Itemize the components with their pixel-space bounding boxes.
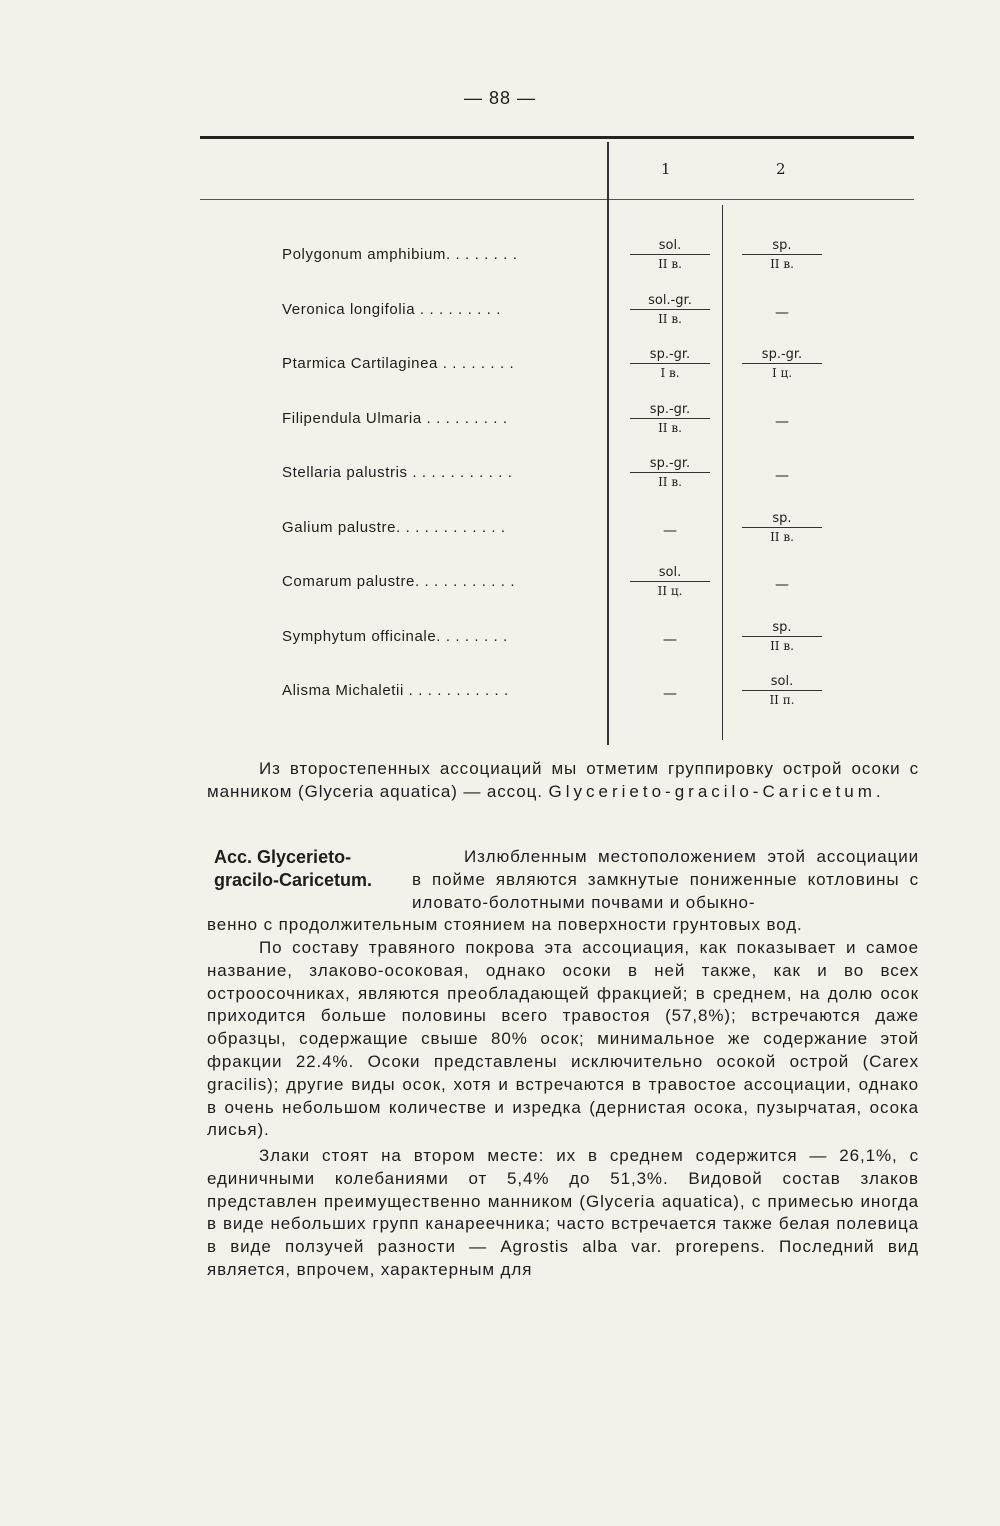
table-cell-col2: [742, 620, 822, 653]
vigor-value: I в.: [660, 366, 680, 380]
table-cell-col2: [742, 347, 822, 380]
abundance-value: sol.: [630, 238, 710, 255]
table-cell-col1: [630, 347, 710, 380]
vigor-value: II в.: [658, 420, 682, 435]
species-name: Alisma Michaletii . . . . . . . . . . .: [282, 682, 509, 699]
table-cell-col2: [742, 674, 822, 707]
table-top-rule: [200, 136, 914, 139]
table-column-divider: [607, 142, 609, 745]
column-header-2: 2: [776, 160, 786, 178]
species-name: Symphytum officinale. . . . . . . .: [282, 627, 508, 645]
vigor-value: II в.: [658, 475, 682, 489]
species-name: Veronica longifolia . . . . . . . . .: [282, 300, 501, 318]
table-cell-col2: —: [775, 577, 789, 593]
table-cell-col2: —: [775, 304, 789, 321]
abundance-value: sp.-gr.: [630, 347, 710, 364]
table-cell-col1: —: [663, 631, 677, 648]
table-cell-col2: —: [775, 468, 789, 484]
table-cell-col2: —: [775, 413, 789, 430]
abundance-value: sp.-gr.: [630, 402, 710, 419]
species-name: Filipendula Ulmaria . . . . . . . . .: [282, 409, 508, 427]
table-cell-col1: [630, 402, 710, 435]
table-cell-col2: [742, 511, 822, 544]
vigor-value: I ц.: [771, 366, 793, 380]
abundance-value: sp.-gr.: [630, 456, 710, 473]
paragraph-grasses: Злаки стоят на втором месте: их в среднем содержится — 26,1%, с единичными колебаниями от 5,4% до 51,3%. Видовой состав злаков представлен преимущественно манником (Glyceria aquatica), с примесью иногда в виде небольших групп канареечника; часто встречается также белая полевица в виде ползучей разности — Agrostis alba var. prorepens. Последний вид является, впрочем, характерным для: [207, 1146, 919, 1279]
abundance-value: sol.: [630, 565, 710, 582]
column-header-1: 1: [661, 160, 671, 178]
species-name: Comarum palustre. . . . . . . . . . .: [282, 573, 516, 590]
paragraph-habitat: Излюбленным местоположением этой ассоциации в пойме являются замкнутые пониженные котловины с иловато-болотными почвами и обыкно-: [412, 847, 919, 912]
vigor-value: II п.: [769, 693, 795, 707]
table-cell-col1: —: [663, 522, 677, 539]
table-cell-col1: [630, 238, 710, 271]
abundance-value: sp.: [742, 511, 822, 528]
page-number: — 88 —: [463, 88, 537, 108]
vigor-value: II в.: [770, 529, 794, 544]
vigor-value: II в.: [770, 638, 794, 653]
paragraph-habitat-continued: венно с продолжительным стоянием на поверхности грунтовых вод.: [207, 915, 803, 934]
species-name: Galium palustre. . . . . . . . . . . .: [282, 518, 506, 536]
table-cell-col1: [630, 565, 710, 598]
abundance-value: sp.-gr.: [742, 347, 822, 364]
paragraph-intro: Из второстепенных ассоциаций мы отметим группировку острой осоки с манником (Glyceria aquatica) — ассоц. Glycerieto-gracilo-Caricetum.: [207, 759, 919, 801]
table-header-rule: [200, 199, 914, 200]
vigor-value: II в.: [770, 257, 794, 271]
abundance-value: sol.: [742, 674, 822, 691]
abundance-value: sp.: [742, 238, 822, 255]
table-cell-col1: [630, 456, 710, 489]
species-name: Polygonum amphibium. . . . . . . .: [282, 246, 518, 263]
vigor-value: II в.: [658, 311, 682, 326]
section-heading: Acc. Glycerieto-gracilo-Caricetum.: [214, 847, 373, 890]
table-cell-col2: [742, 238, 822, 271]
abundance-value: sp.: [742, 620, 822, 637]
table-column-divider: [722, 205, 723, 740]
table-cell-col1: [630, 293, 710, 326]
species-name: Ptarmica Cartilaginea . . . . . . . .: [282, 355, 515, 372]
table-cell-col1: —: [663, 686, 677, 702]
vigor-value: II ц.: [657, 584, 683, 598]
vigor-value: II в.: [658, 257, 682, 271]
species-name: Stellaria palustris . . . . . . . . . . .: [282, 464, 513, 481]
paragraph-composition: По составу травяного покрова эта ассоциация, как показывает и самое название, злаково-осоковая, однако осоки в ней также, как и во всех остроосочниках, являются преобладающей фракцией; в среднем, на долю осок приходится больше половины всего травостоя (57,8%); встречаются даже образцы, содержащие свыше 80% осок; минимальное же содержание этой фракции 22.4%. Осоки представлены исключительно осокой острой (Carex gracilis); другие виды осок, хотя и встречаются в травостое ассоциации, однако в очень небольшом количестве и изредка (дернистая осока, пузырчатая, осока лисья).: [207, 938, 919, 1140]
abundance-value: sol.-gr.: [630, 293, 710, 310]
